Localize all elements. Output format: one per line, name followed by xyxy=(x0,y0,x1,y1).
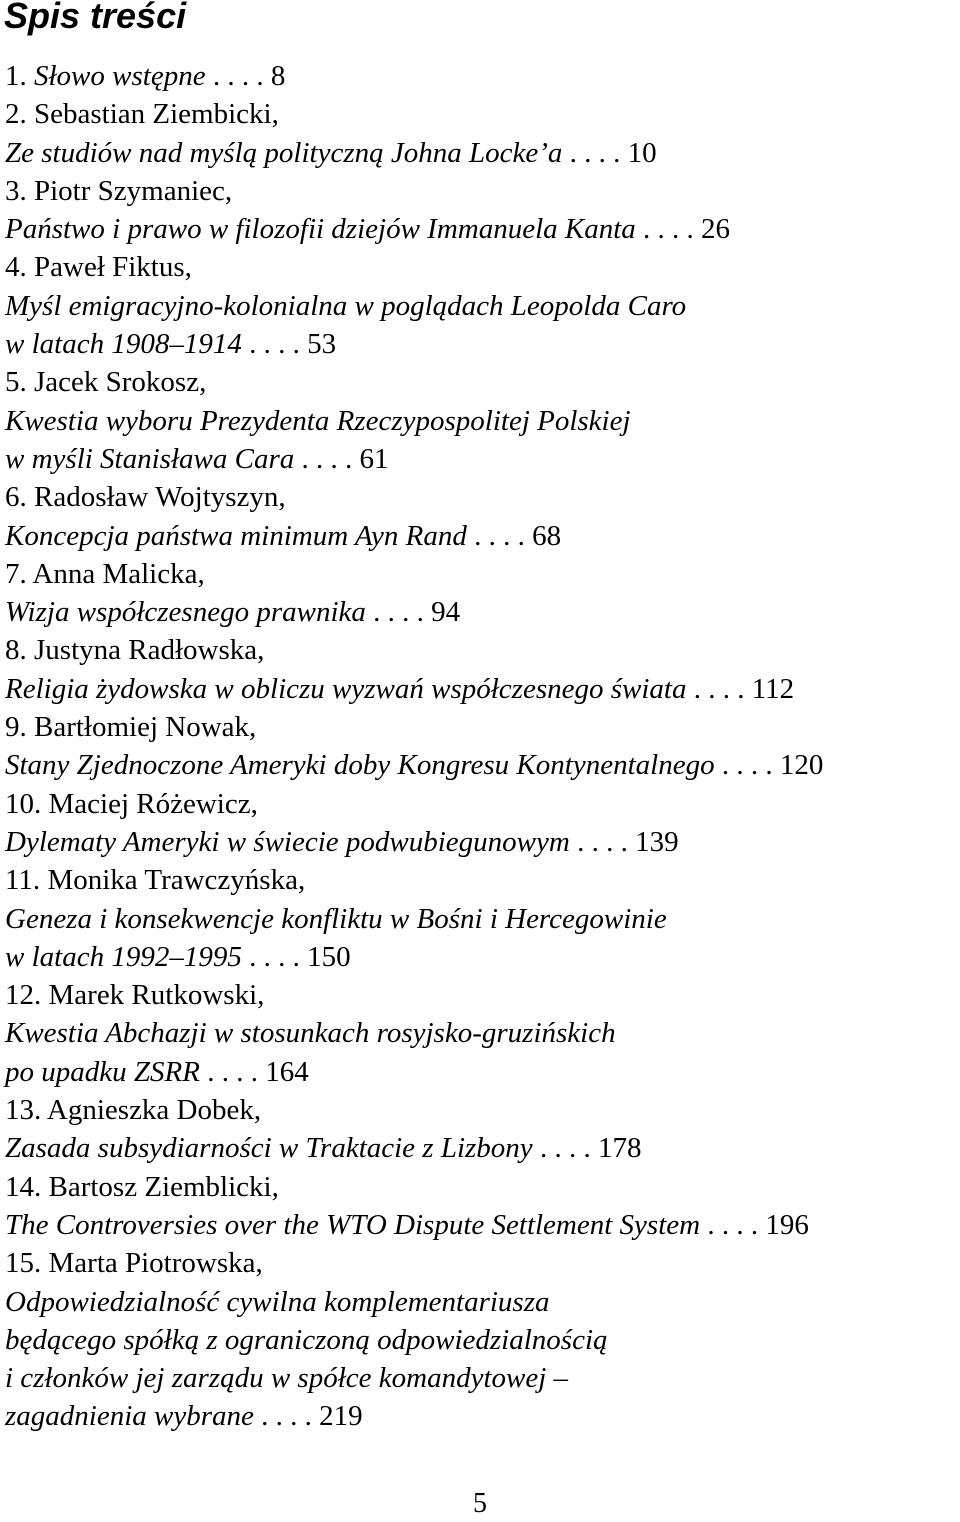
toc-dot-leader: . . . . xyxy=(365,596,432,629)
toc-line xyxy=(5,1091,955,1129)
toc-line xyxy=(5,823,955,861)
toc-entry-number: 1. xyxy=(5,60,27,92)
toc-line xyxy=(5,57,955,95)
toc-line xyxy=(5,402,955,440)
page-number: 5 xyxy=(473,1488,487,1519)
spacer xyxy=(41,1247,48,1279)
toc-entry-number: 11. xyxy=(5,864,41,897)
toc-dot-leader: . . . . xyxy=(532,1132,598,1165)
toc-entry-number: 9. xyxy=(5,711,27,744)
toc-entry-page: 112 xyxy=(751,672,795,705)
toc-entry-title: po upadku ZSRR xyxy=(5,1055,200,1088)
toc-line xyxy=(5,287,955,325)
toc-entry-number: 2. xyxy=(5,98,27,131)
toc-entry-title: będącego spółką z ograniczoną odpowiedzialnością xyxy=(5,1323,608,1356)
toc-entry-author: Piotr Szymaniec, xyxy=(34,174,233,207)
toc-dot-leader: . . . . xyxy=(199,1055,266,1088)
toc-dot-leader: . . . . xyxy=(686,672,752,705)
toc-line xyxy=(5,1283,955,1321)
toc-entry-author: Monika Trawczyńska, xyxy=(47,864,306,897)
toc-line xyxy=(5,631,955,669)
toc-entry-author: Justyna Radłowska, xyxy=(34,634,265,667)
toc-line xyxy=(5,363,955,401)
toc-line xyxy=(5,1168,955,1206)
toc-entry-author: Agnieszka Dobek, xyxy=(46,1094,262,1127)
toc-entry-author: Marta Piotrowska, xyxy=(48,1247,263,1280)
toc-line xyxy=(5,670,955,708)
spacer xyxy=(27,366,34,398)
toc-line xyxy=(5,976,955,1014)
toc-line xyxy=(5,248,955,286)
toc-entry-title: w latach 1908–1914 xyxy=(5,328,242,361)
toc-entry-author: Maciej Różewicz, xyxy=(48,787,258,820)
spacer xyxy=(27,634,34,666)
toc-line xyxy=(5,1129,955,1167)
toc-entry-title: Słowo wstępne xyxy=(34,60,206,92)
toc-line xyxy=(5,517,955,555)
toc-entry-title: Wizja współczesnego prawnika xyxy=(5,596,366,629)
toc-line xyxy=(5,555,955,593)
spacer xyxy=(27,175,34,207)
toc-line xyxy=(5,785,955,823)
toc-line xyxy=(5,708,955,746)
toc-dot-leader: . . . . xyxy=(205,60,271,92)
toc-entry-number: 3. xyxy=(5,174,27,207)
toc-entry-number: 13. xyxy=(5,1094,42,1127)
toc-dot-leader: . . . . xyxy=(253,1400,320,1433)
toc-dot-leader: . . . . xyxy=(241,940,308,973)
spacer xyxy=(27,98,34,130)
toc-entry-page: 150 xyxy=(307,940,351,973)
toc-entry-title: Odpowiedzialność cywilna komplementariusza xyxy=(5,1285,550,1318)
toc-entry-author: Anna Malicka, xyxy=(32,557,205,590)
spacer xyxy=(27,711,34,743)
toc-entry-page: 10 xyxy=(627,136,657,169)
toc-line xyxy=(5,1053,955,1091)
toc-entry-page: 139 xyxy=(635,825,679,858)
toc-line xyxy=(5,210,955,248)
toc-line xyxy=(5,1321,955,1359)
toc-entry-author: Radosław Wojtyszyn, xyxy=(34,481,286,514)
toc-entry-number: 4. xyxy=(5,251,27,284)
spacer xyxy=(41,788,48,820)
toc-entry-page: 94 xyxy=(431,596,461,629)
toc-entry-number: 7. xyxy=(5,557,27,590)
toc-entry-page: 68 xyxy=(532,519,562,552)
toc-dot-leader: . . . . xyxy=(569,825,636,858)
toc-entry-author: Sebastian Ziembicki, xyxy=(34,98,279,131)
toc-entry-number: 8. xyxy=(5,634,27,667)
toc-entry-author: Marek Rutkowski, xyxy=(48,979,265,1012)
toc-entry-title: w myśli Stanisława Cara xyxy=(5,442,295,475)
toc-entry-title: Kwestia Abchazji w stosunkach rosyjsko-gruzińskich xyxy=(5,1017,616,1050)
toc-dot-leader: . . . . xyxy=(294,442,360,475)
toc-line xyxy=(5,478,955,516)
toc-entry-number: 10. xyxy=(5,787,42,820)
toc-entry-title: Dylematy Ameryki w świecie podwubiegunowym xyxy=(5,825,570,858)
toc-entry-page: 8 xyxy=(270,60,286,92)
spacer xyxy=(27,251,34,283)
toc-entry-title: Koncepcja państwa minimum Ayn Rand xyxy=(5,519,467,552)
toc-entry-title: Państwo i prawo w filozofii dziejów Immanuela Kanta xyxy=(5,213,636,246)
spacer xyxy=(41,1171,48,1203)
toc-entry-page: 26 xyxy=(701,213,731,246)
toc-entry-title: Myśl emigracyjno-kolonialna w poglądach Leopolda Caro xyxy=(5,289,687,322)
toc-entry-title: The Controversies over the WTO Dispute Settlement System xyxy=(5,1208,701,1241)
toc-entry-author: Bartosz Ziemblicki, xyxy=(48,1170,279,1203)
spacer xyxy=(41,979,48,1011)
toc-line xyxy=(5,1397,955,1435)
toc-line xyxy=(5,134,955,172)
toc-entry-page: 53 xyxy=(307,328,337,361)
toc-line xyxy=(5,440,955,478)
toc-entry-number: 15. xyxy=(5,1247,42,1280)
toc-dot-leader: . . . . xyxy=(562,136,628,169)
toc-dot-leader: . . . . xyxy=(700,1208,766,1241)
toc-entry-author: Paweł Fiktus, xyxy=(34,251,192,284)
toc-entry-page: 120 xyxy=(779,749,824,782)
toc-entry-title: zagadnienia wybrane xyxy=(5,1400,254,1433)
toc-entry-number: 14. xyxy=(5,1170,42,1203)
toc-entry-page: 61 xyxy=(359,442,389,475)
toc-dot-leader: . . . . xyxy=(466,519,533,552)
toc-dot-leader: . . . . xyxy=(241,328,308,361)
toc-entry-author: Bartłomiej Nowak, xyxy=(34,711,257,744)
toc-line xyxy=(5,900,955,938)
toc-entry-page: 196 xyxy=(765,1208,809,1241)
table-of-contents xyxy=(5,57,955,1436)
toc-line xyxy=(5,1244,955,1282)
toc-entry-page: 178 xyxy=(597,1132,642,1165)
toc-entry-title: Religia żydowska w obliczu wyzwań współczesnego świata xyxy=(5,672,687,705)
toc-entry-title: Kwestia wyboru Prezydenta Rzeczypospolitej Polskiej xyxy=(5,404,631,437)
spacer xyxy=(27,481,34,513)
toc-line xyxy=(5,593,955,631)
toc-line xyxy=(5,95,955,133)
toc-line xyxy=(5,938,955,976)
toc-entry-title: Ze studiów nad myślą polityczną Johna Locke’a xyxy=(5,136,563,169)
toc-entry-page: 219 xyxy=(319,1400,363,1433)
toc-entry-title: Zasada subsydiarności w Traktacie z Lizbony xyxy=(5,1132,533,1165)
toc-entry-number: 12. xyxy=(5,979,42,1012)
toc-line xyxy=(5,1014,955,1052)
toc-line xyxy=(5,861,955,899)
toc-entry-title: Geneza i konsekwencje konfliktu w Bośni i Hercegowinie xyxy=(5,902,667,935)
toc-entry-number: 6. xyxy=(5,481,27,514)
toc-line xyxy=(5,746,955,784)
toc-line xyxy=(5,172,955,210)
spacer xyxy=(27,60,34,92)
toc-line xyxy=(5,1359,955,1397)
page-title: Spis treści xyxy=(4,0,187,36)
toc-dot-leader: . . . . xyxy=(714,749,780,782)
toc-entry-author: Jacek Srokosz, xyxy=(34,366,207,399)
toc-entry-page: 164 xyxy=(265,1055,309,1088)
toc-entry-title: Stany Zjednoczone Ameryki doby Kongresu Kontynentalnego xyxy=(5,749,715,782)
toc-line xyxy=(5,1206,955,1244)
toc-entry-title: w latach 1992–1995 xyxy=(5,940,242,973)
toc-entry-title: i członków jej zarządu w spółce komandytowej – xyxy=(5,1362,569,1395)
toc-dot-leader: . . . . xyxy=(635,213,702,246)
toc-entry-number: 5. xyxy=(5,366,27,399)
toc-line xyxy=(5,325,955,363)
